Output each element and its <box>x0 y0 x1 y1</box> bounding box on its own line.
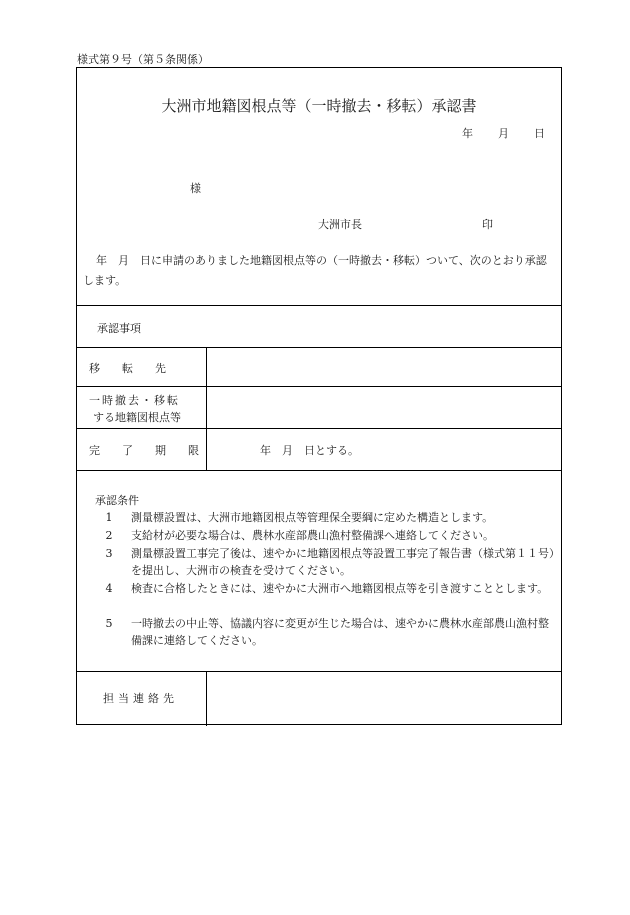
document-title: 大洲市地籍図根点等（一時撤去・移転）承認書 <box>161 97 477 115</box>
column-divider <box>206 671 207 726</box>
points-label-line2: する地籍図根点等 <box>93 411 181 424</box>
approval-form <box>76 67 562 725</box>
condition-item <box>97 615 559 649</box>
divider <box>77 428 561 429</box>
condition-item <box>97 509 559 526</box>
approval-statement: 年 月 日に申請のありました地籍図根点等の（一時撤去・移転）ついて、次のとおり承認します。 <box>83 254 547 287</box>
condition-number: 5 <box>105 617 113 630</box>
divider <box>77 386 561 387</box>
conditions-title: 承認条件 <box>95 494 139 507</box>
issuer-name: 大洲市長 <box>318 218 362 231</box>
condition-text: 測量標設置工事完了後は、速やかに地籍図根点等設置工事完了報告書（様式第１１号）を提出し、大洲市の検査を受けてください。 <box>131 547 555 577</box>
condition-text: 検査に合格したときには、速やかに大洲市へ地籍図根点等を引き渡すこととします。 <box>131 582 549 595</box>
addressee-suffix: 様 <box>190 182 201 195</box>
condition-text: 一時撤去の中止等、協議内容に変更が生じた場合は、速やかに農林水産部農山漁村整備課に連絡してください。 <box>131 617 549 647</box>
date-month-label: 月 <box>498 127 509 140</box>
approval-items-label: 承認事項 <box>97 322 141 335</box>
divider <box>77 347 561 348</box>
date-day-label: 日 <box>534 127 545 140</box>
condition-number: 2 <box>105 529 113 542</box>
condition-text: 測量標設置は、大洲市地籍図根点等管理保全要綱に定めた構造とします。 <box>131 511 494 524</box>
divider <box>77 305 561 306</box>
contact-label: 担当連絡先 <box>103 692 178 705</box>
condition-item <box>97 580 559 597</box>
condition-number: 4 <box>105 582 113 595</box>
deadline-label: 完 了 期 限 <box>89 444 199 457</box>
condition-number: 1 <box>105 511 113 524</box>
divider <box>77 671 561 672</box>
deadline-value: 年 月 日とする。 <box>260 444 359 457</box>
date-year-label: 年 <box>462 127 473 140</box>
column-divider <box>206 347 207 470</box>
points-label-line1: 一時撤去・移転 <box>89 394 180 407</box>
condition-item <box>97 545 559 579</box>
condition-number: 3 <box>105 547 113 560</box>
destination-label: 移 転 先 <box>89 362 166 375</box>
condition-text: 支給材が必要な場合は、農林水産部農山漁村整備課へ連絡してください。 <box>131 529 494 542</box>
seal-mark: 印 <box>482 218 493 231</box>
form-number: 様式第９号（第５条関係） <box>77 53 209 66</box>
condition-item <box>97 527 559 544</box>
divider <box>77 470 561 471</box>
